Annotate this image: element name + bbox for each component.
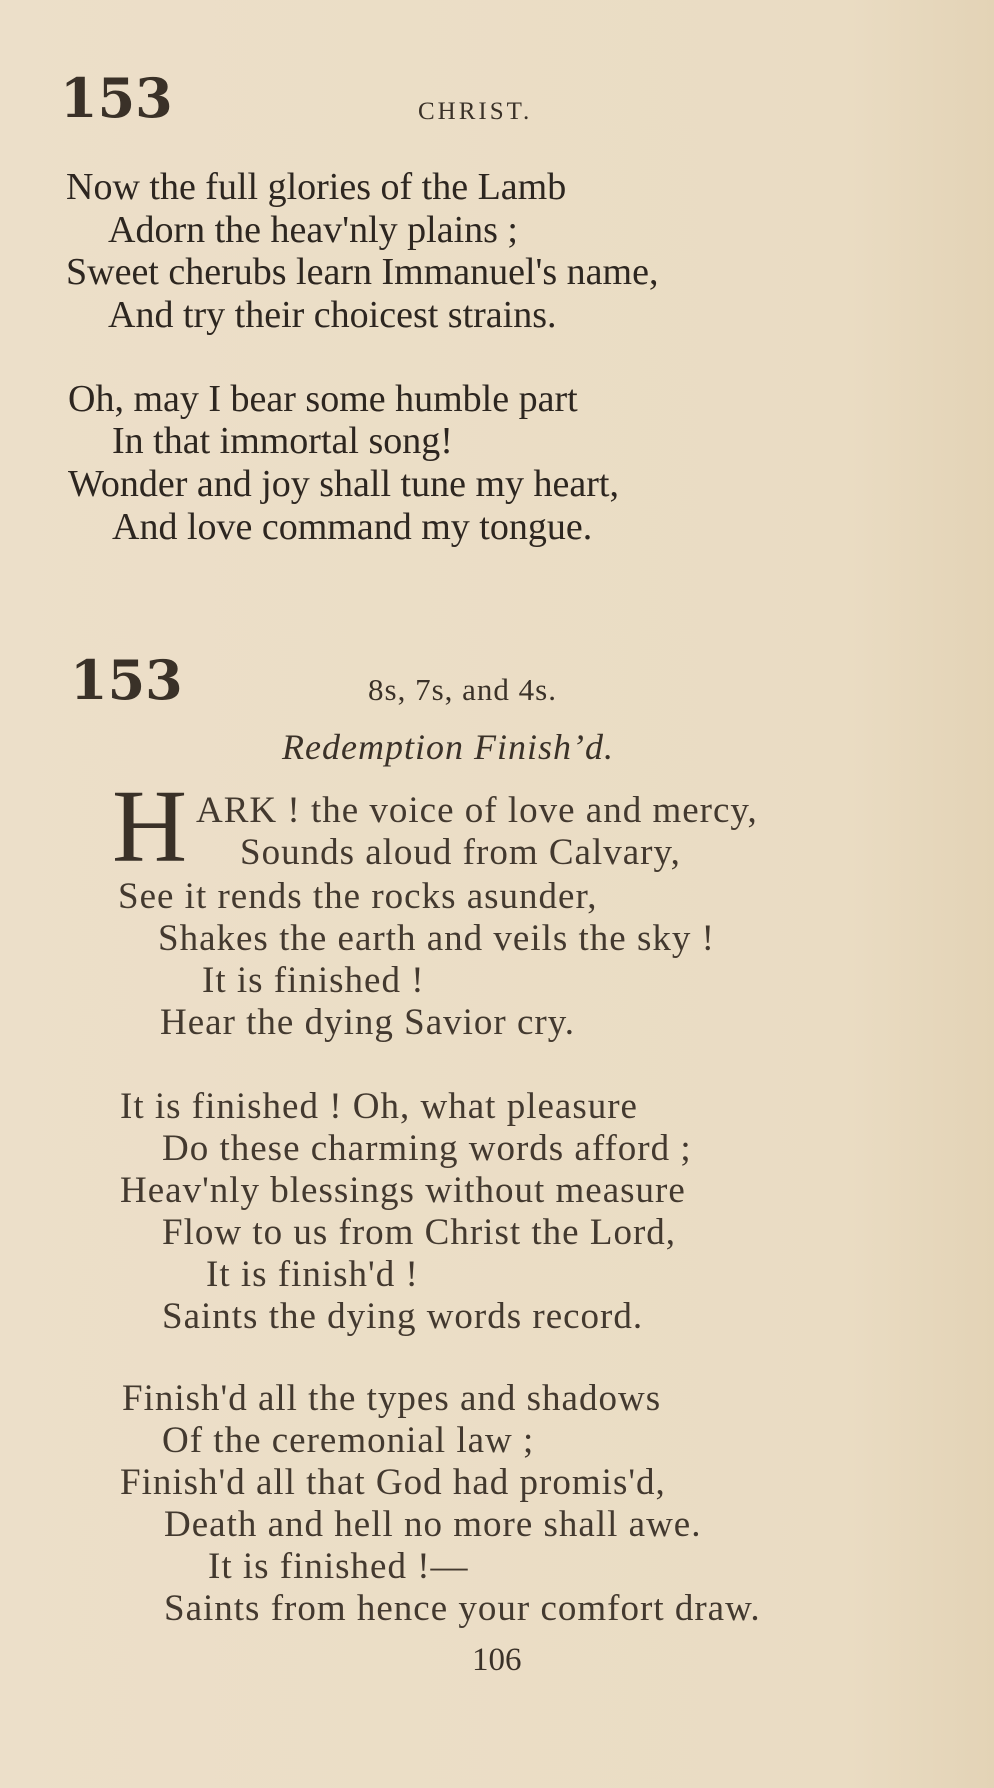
- verse-line: Of the ceremonial law ;: [162, 1420, 535, 1461]
- verse-line: It is finished !: [202, 960, 425, 1001]
- hymn-meter: 8s, 7s, and 4s.: [368, 672, 557, 707]
- verse-line: ARK ! the voice of love and mercy,: [196, 790, 758, 831]
- verse-line: Finish'd all the types and shadows: [122, 1378, 662, 1419]
- verse-line: Sweet cherubs learn Immanuel's name,: [66, 251, 659, 293]
- page-number: 106: [472, 1642, 522, 1678]
- verse-line: Hear the dying Savior cry.: [160, 1002, 576, 1043]
- verse-line: It is finished ! Oh, what pleasure: [120, 1086, 638, 1127]
- verse-line: It is finished !—: [208, 1546, 469, 1587]
- hymn-number: 153: [70, 648, 183, 712]
- verse-line: And try their choicest strains.: [108, 294, 557, 336]
- verse-line: Death and hell no more shall awe.: [164, 1504, 702, 1545]
- verse-line: Now the full glories of the Lamb: [66, 166, 567, 208]
- verse-line: Adorn the heav'nly plains ;: [108, 209, 518, 251]
- verse-line: Sounds aloud from Calvary,: [240, 832, 681, 873]
- verse-line: See it rends the rocks asunder,: [118, 876, 598, 917]
- verse-line: Oh, may I bear some humble part: [68, 378, 578, 420]
- verse-line: Flow to us from Christ the Lord,: [162, 1212, 677, 1253]
- verse-line: Saints the dying words record.: [162, 1296, 644, 1337]
- verse-line: Heav'nly blessings without measure: [120, 1170, 686, 1211]
- header-hymn-number: 153: [60, 66, 173, 130]
- verse-line: It is finish'd !: [206, 1254, 419, 1295]
- hymn-title: Redemption Finish’d.: [282, 727, 614, 767]
- verse-line: Do these charming words afford ;: [162, 1128, 692, 1169]
- verse-line: Saints from hence your comfort draw.: [164, 1588, 761, 1629]
- running-header: CHRIST.: [418, 98, 533, 125]
- verse-line: In that immortal song!: [112, 420, 453, 462]
- verse-line: Shakes the earth and veils the sky !: [158, 918, 715, 959]
- verse-line: Finish'd all that God had promis'd,: [120, 1462, 666, 1503]
- drop-cap: H: [112, 769, 188, 884]
- verse-line: Wonder and joy shall tune my heart,: [68, 463, 619, 505]
- verse-line: And love command my tongue.: [112, 506, 593, 548]
